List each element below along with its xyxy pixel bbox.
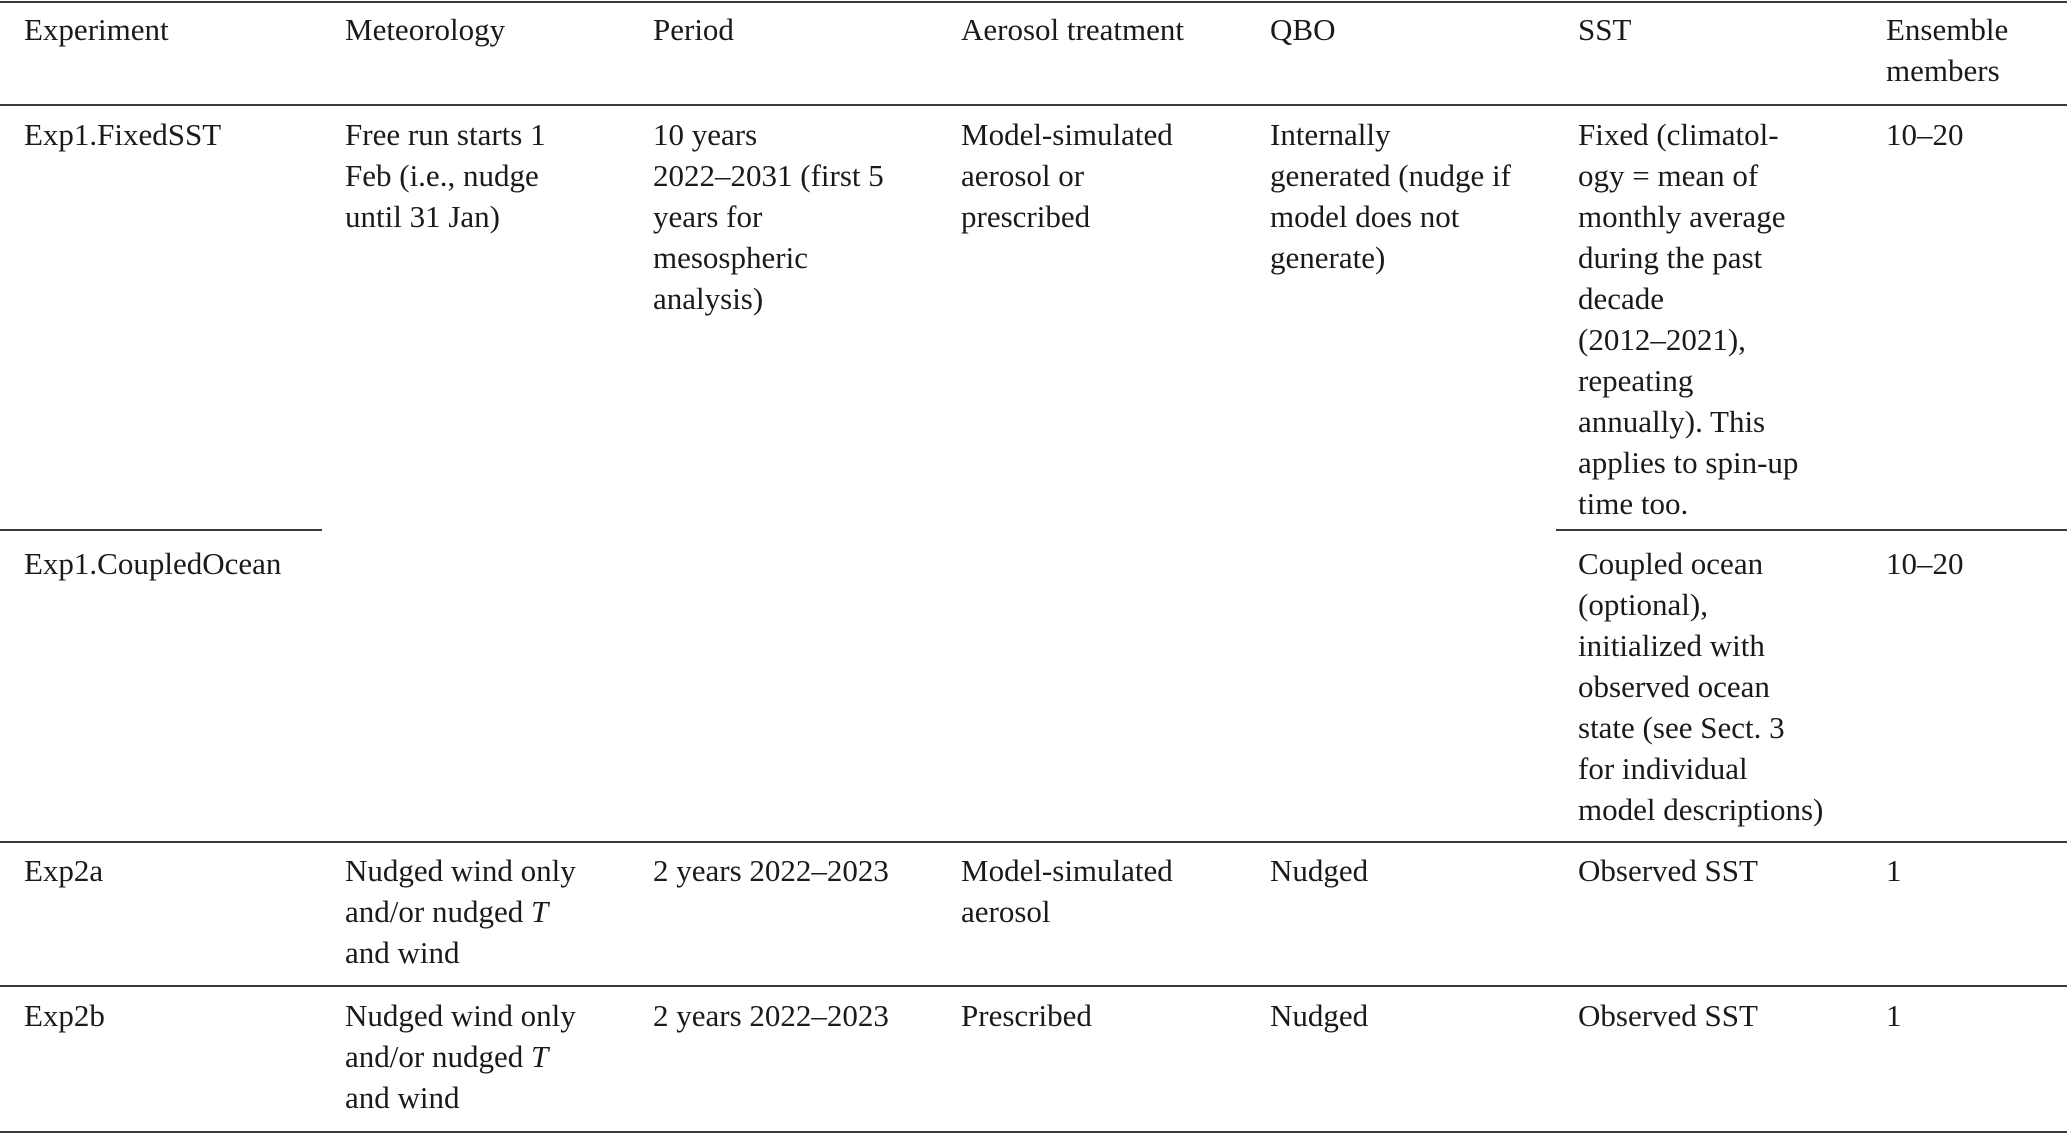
text-line: aerosol — [961, 894, 1051, 929]
exp2a-sst: Observed SST — [1578, 853, 1758, 888]
exp1-bottom-rule — [0, 841, 2067, 843]
text-line: model does not — [1270, 199, 1460, 234]
exp1-meteorology — [345, 114, 546, 237]
sst-split-rule — [1556, 529, 2067, 531]
exp2b-ensemble: 1 — [1886, 998, 1902, 1033]
text-line: ogy = mean of — [1578, 158, 1759, 193]
text-line: Model-simulated — [961, 117, 1173, 152]
exp2a-qbo: Nudged — [1270, 853, 1369, 888]
header-ensemble-members — [1886, 9, 2008, 91]
text-line: generate) — [1270, 240, 1386, 275]
text-line: and/or nudged — [345, 1039, 531, 1074]
text-line: initialized with — [1578, 628, 1765, 663]
exp2b-sst: Observed SST — [1578, 998, 1758, 1033]
text-line: decade — [1578, 281, 1665, 316]
exp2a-period: 2 years 2022–2023 — [653, 853, 889, 888]
exp2a-experiment: Exp2a — [24, 853, 104, 888]
experiment-split-rule — [0, 529, 322, 531]
header-bottom-rule — [0, 104, 2067, 106]
text-line: 10 years — [653, 117, 758, 152]
exp2a-meteorology — [345, 850, 576, 973]
text-line: Model-simulated — [961, 853, 1173, 888]
text-line: observed ocean — [1578, 669, 1770, 704]
exp1-coupledocean-sst — [1578, 543, 1823, 830]
text-line: repeating — [1578, 363, 1694, 398]
exp2a-bottom-rule — [0, 985, 2067, 987]
text-line: mesospheric — [653, 240, 808, 275]
header-meteorology: Meteorology — [345, 12, 506, 47]
text-line: annually). This — [1578, 404, 1766, 439]
text-line: Nudged wind only — [345, 853, 576, 888]
header-sst: SST — [1578, 12, 1632, 47]
header-ensemble-line2: members — [1886, 53, 2000, 88]
table-top-rule — [0, 1, 2067, 3]
text-line: (2012–2021), — [1578, 322, 1746, 357]
text-line: and wind — [345, 935, 460, 970]
header-experiment: Experiment — [24, 12, 169, 47]
temperature-symbol: T — [530, 1039, 549, 1074]
temperature-symbol: T — [530, 894, 549, 929]
text-line: until 31 Jan) — [345, 199, 500, 234]
text-line: and wind — [345, 1080, 460, 1115]
text-line: Coupled ocean — [1578, 546, 1764, 581]
text-line: generated (nudge if — [1270, 158, 1511, 193]
text-line: Free run starts 1 — [345, 117, 546, 152]
text-line: monthly average — [1578, 199, 1786, 234]
exp2b-meteorology — [345, 995, 576, 1118]
text-line: applies to spin-up — [1578, 445, 1799, 480]
exp1-period — [653, 114, 884, 319]
text-line: during the past — [1578, 240, 1763, 275]
text-line: years for — [653, 199, 763, 234]
exp1-fixedsst-experiment: Exp1.FixedSST — [24, 117, 222, 152]
text-line: aerosol or — [961, 158, 1085, 193]
header-period: Period — [653, 12, 734, 47]
text-line: Feb (i.e., nudge — [345, 158, 539, 193]
exp2a-aerosol-treatment — [961, 850, 1173, 932]
exp1-qbo — [1270, 114, 1511, 278]
text-line: Fixed (climatol- — [1578, 117, 1779, 152]
text-line: model descriptions) — [1578, 792, 1824, 827]
text-line: Internally — [1270, 117, 1391, 152]
text-line: (optional), — [1578, 587, 1708, 622]
exp2b-period: 2 years 2022–2023 — [653, 998, 889, 1033]
exp1-fixedsst-sst — [1578, 114, 1798, 524]
exp2b-experiment: Exp2b — [24, 998, 105, 1033]
text-line: 2022–2031 (first 5 — [653, 158, 884, 193]
exp2b-aerosol-treatment: Prescribed — [961, 998, 1092, 1033]
text-line: and/or nudged — [345, 894, 531, 929]
text-line: for individual — [1578, 751, 1748, 786]
text-line: analysis) — [653, 281, 764, 316]
header-aerosol-treatment: Aerosol treatment — [961, 12, 1184, 47]
header-qbo: QBO — [1270, 12, 1336, 47]
text-line: time too. — [1578, 486, 1689, 521]
table-bottom-rule — [0, 1131, 2067, 1133]
header-ensemble-line1: Ensemble — [1886, 12, 2009, 47]
text-line: state (see Sect. 3 — [1578, 710, 1785, 745]
exp1-coupledocean-ensemble: 10–20 — [1886, 546, 1964, 581]
exp2b-qbo: Nudged — [1270, 998, 1369, 1033]
text-line: prescribed — [961, 199, 1091, 234]
exp1-aerosol-treatment — [961, 114, 1173, 237]
text-line: Nudged wind only — [345, 998, 576, 1033]
exp2a-ensemble: 1 — [1886, 853, 1902, 888]
exp1-fixedsst-ensemble: 10–20 — [1886, 117, 1964, 152]
exp1-coupledocean-experiment: Exp1.CoupledOcean — [24, 546, 282, 581]
